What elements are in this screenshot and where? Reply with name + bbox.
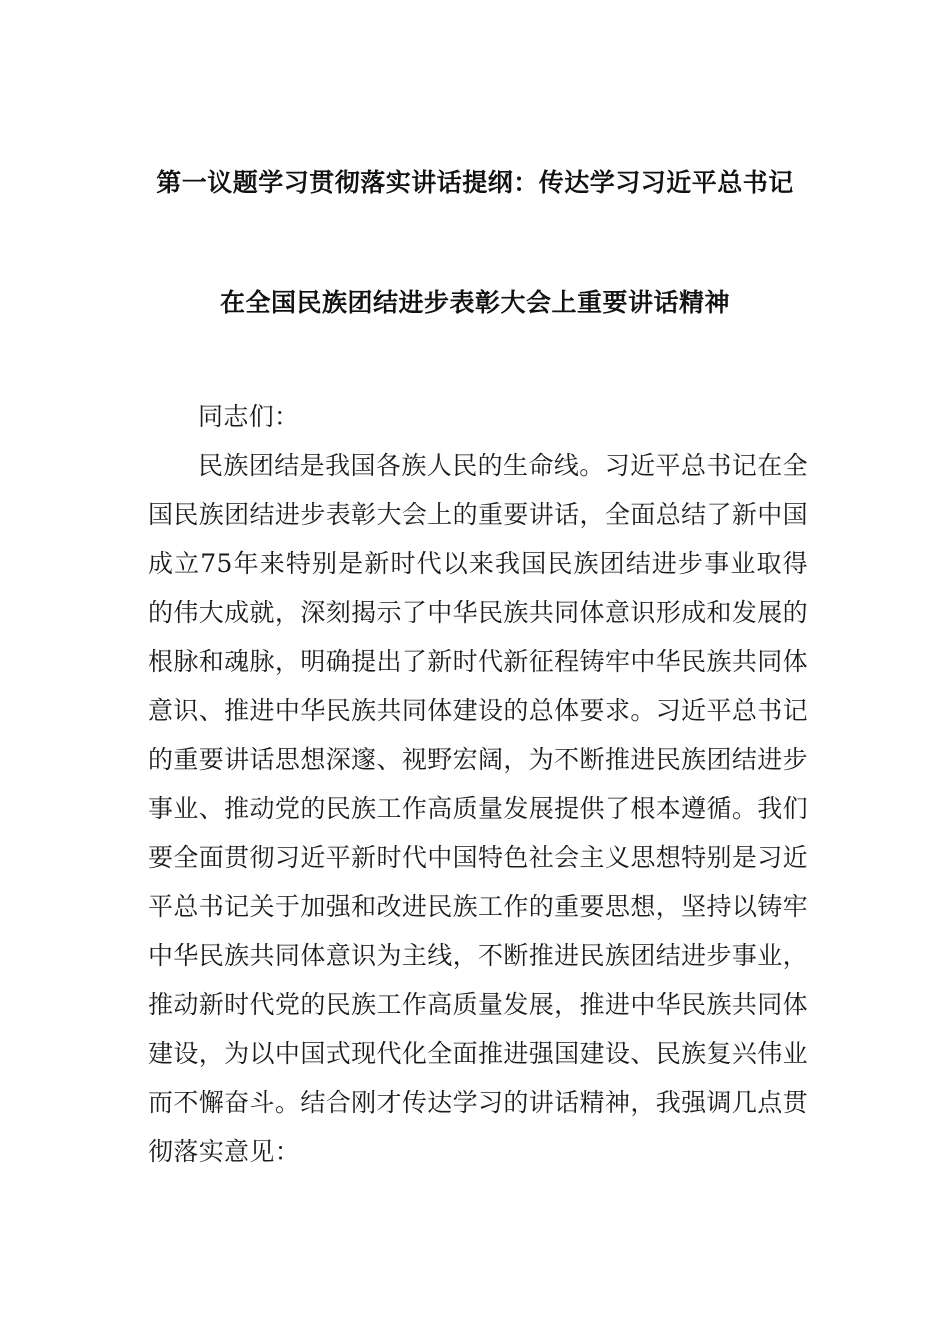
body-paragraph: 民族团结是我国各族人民的生命线。习近平总书记在全国民族团结进步表彰大会上的重要讲话，全面总结了新中国成立75年来特别是新时代以来我国民族团结进步事业取得的伟大成就，深刻揭示了中华民族共同体意识形成和发展的根脉和魂脉，明确提出了新时代新征程铸牢中华民族共同体意识、推进中华民族共同体建设的总体要求。习近平总书记的重要讲话思想深邃、视野宏阔，为不断推进民族团结进步事业、推动党的民族工作高质量发展提供了根本遵循。我们要全面贯彻习近平新时代中国特色社会主义思想特别是习近平总书记关于加强和改进民族工作的重要思想，坚持以铸牢中华民族共同体意识为主线，不断推进民族团结进步事业，推动新时代党的民族工作高质量发展，推进中华民族共同体建设，为以中国式现代化全面推进强国建设、民族复兴伟业而不懈奋斗。结合刚才传达学习的讲话精神，我强调几点贯彻落实意见： [148, 451, 808, 1166]
document-title-line-2: 在全国民族团结进步表彰大会上重要讲话精神 [219, 288, 730, 317]
salutation: 同志们： [198, 402, 300, 431]
document-title-line-1: 第一议题学习贯彻落实讲话提纲：传达学习习近平总书记 [156, 168, 794, 197]
